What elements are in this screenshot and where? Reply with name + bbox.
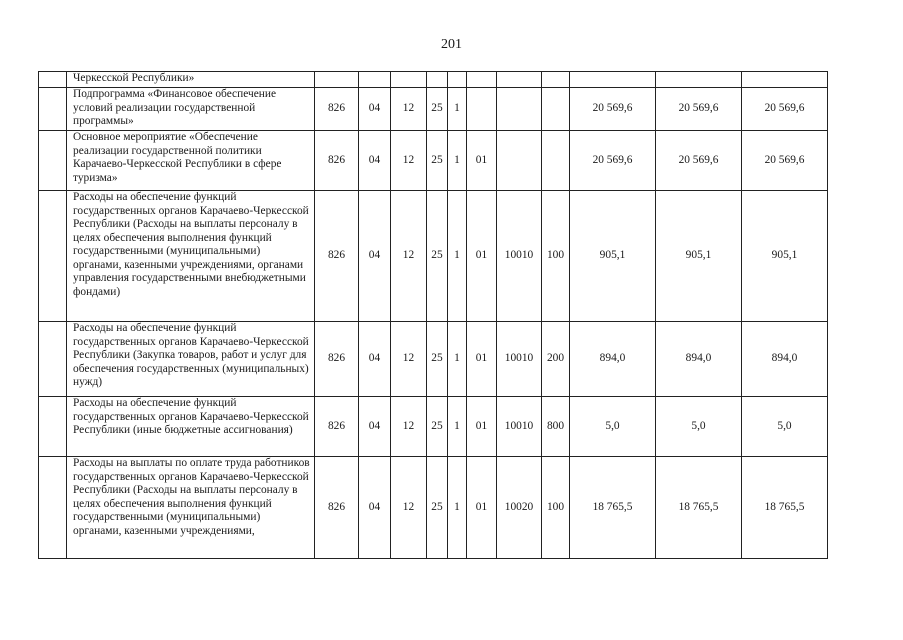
row-name: Расходы на обеспечение функций государственных органов Карачаево-Черкесской Республики (иные бюджетные ассигнования) [67,397,315,457]
cell-subprogram [448,72,467,88]
cell-amount-2 [656,72,742,88]
table-row [39,72,828,88]
cell-amount-2: 20 569,6 [656,88,742,131]
cell-expense-type [542,131,570,191]
row-index-cell [39,457,67,559]
cell-subsection: 12 [391,457,427,559]
cell-direction [497,88,542,131]
cell-amount-2: 5,0 [656,397,742,457]
cell-expense-type: 100 [542,457,570,559]
cell-amount-3: 20 569,6 [742,131,828,191]
cell-expense-type [542,72,570,88]
cell-amount-1: 18 765,5 [570,457,656,559]
page-number: 201 [441,37,462,52]
cell-section: 04 [359,457,391,559]
cell-subsection: 12 [391,322,427,397]
cell-ministry: 826 [315,191,359,322]
row-name: Расходы на выплаты по оплате труда работников государственных органов Карачаево-Черкесской Республики (Расходы на выплаты персоналу в целях обеспечения выполнения функций государственными (муниципальными) органами, казенными учреждениями, [67,457,315,559]
cell-amount-3: 18 765,5 [742,457,828,559]
cell-program: 25 [427,322,448,397]
row-index-cell [39,397,67,457]
cell-section [359,72,391,88]
row-index-cell [39,131,67,191]
table-row [39,457,828,559]
cell-expense-type: 100 [542,191,570,322]
cell-direction: 10020 [497,457,542,559]
row-index-cell [39,191,67,322]
cell-direction [497,131,542,191]
row-name: Черкесской Республики» [67,72,315,88]
cell-amount-1: 5,0 [570,397,656,457]
cell-section: 04 [359,88,391,131]
cell-direction: 10010 [497,397,542,457]
cell-subsection: 12 [391,191,427,322]
cell-amount-2: 894,0 [656,322,742,397]
cell-subprogram: 1 [448,397,467,457]
cell-program: 25 [427,397,448,457]
cell-activity: 01 [467,397,497,457]
cell-amount-2: 18 765,5 [656,457,742,559]
cell-amount-1: 20 569,6 [570,131,656,191]
cell-subsection: 12 [391,131,427,191]
cell-amount-1: 20 569,6 [570,88,656,131]
cell-subprogram: 1 [448,457,467,559]
row-index-cell [39,88,67,131]
cell-section: 04 [359,131,391,191]
budget-table [38,71,828,559]
cell-subsection [391,72,427,88]
cell-direction: 10010 [497,322,542,397]
cell-subprogram: 1 [448,322,467,397]
cell-expense-type: 200 [542,322,570,397]
table-row [39,191,828,322]
cell-subsection: 12 [391,88,427,131]
cell-subprogram: 1 [448,191,467,322]
cell-amount-1: 905,1 [570,191,656,322]
table-row [39,131,828,191]
row-index-cell [39,72,67,88]
cell-amount-3: 20 569,6 [742,88,828,131]
cell-amount-2: 20 569,6 [656,131,742,191]
cell-ministry: 826 [315,457,359,559]
cell-section: 04 [359,322,391,397]
cell-program [427,72,448,88]
cell-ministry [315,72,359,88]
cell-ministry: 826 [315,88,359,131]
cell-ministry: 826 [315,322,359,397]
cell-activity: 01 [467,457,497,559]
cell-amount-3: 905,1 [742,191,828,322]
cell-program: 25 [427,457,448,559]
row-name: Основное мероприятие «Обеспечение реализации государственной политики Карачаево-Черкесской Республики в сфере туризма» [67,131,315,191]
cell-program: 25 [427,131,448,191]
cell-expense-type: 800 [542,397,570,457]
table-row [39,397,828,457]
cell-section: 04 [359,397,391,457]
cell-activity: 01 [467,322,497,397]
cell-amount-3: 5,0 [742,397,828,457]
cell-subsection: 12 [391,397,427,457]
cell-program: 25 [427,191,448,322]
cell-ministry: 826 [315,131,359,191]
table-row [39,88,828,131]
cell-section: 04 [359,191,391,322]
cell-expense-type [542,88,570,131]
cell-amount-3 [742,72,828,88]
row-name: Расходы на обеспечение функций государственных органов Карачаево-Черкесской Республики (Расходы на выплаты персоналу в целях обеспечения выполнения функций государственными (муниципальными) органами, казенными учреждениями, органами управления государственными внебюджетными фондами) [67,191,315,322]
cell-direction [497,72,542,88]
cell-amount-2: 905,1 [656,191,742,322]
cell-subprogram: 1 [448,131,467,191]
row-index-cell [39,322,67,397]
cell-program: 25 [427,88,448,131]
cell-subprogram: 1 [448,88,467,131]
cell-activity: 01 [467,131,497,191]
cell-activity [467,88,497,131]
cell-amount-1: 894,0 [570,322,656,397]
cell-amount-3: 894,0 [742,322,828,397]
cell-activity [467,72,497,88]
cell-amount-1 [570,72,656,88]
cell-direction: 10010 [497,191,542,322]
cell-activity: 01 [467,191,497,322]
table-row [39,322,828,397]
row-name: Подпрограмма «Финансовое обеспечение условий реализации государственной программы» [67,88,315,131]
cell-ministry: 826 [315,397,359,457]
row-name: Расходы на обеспечение функций государственных органов Карачаево-Черкесской Республики (Закупка товаров, работ и услуг для обеспечения государственных (муниципальных) нужд) [67,322,315,397]
